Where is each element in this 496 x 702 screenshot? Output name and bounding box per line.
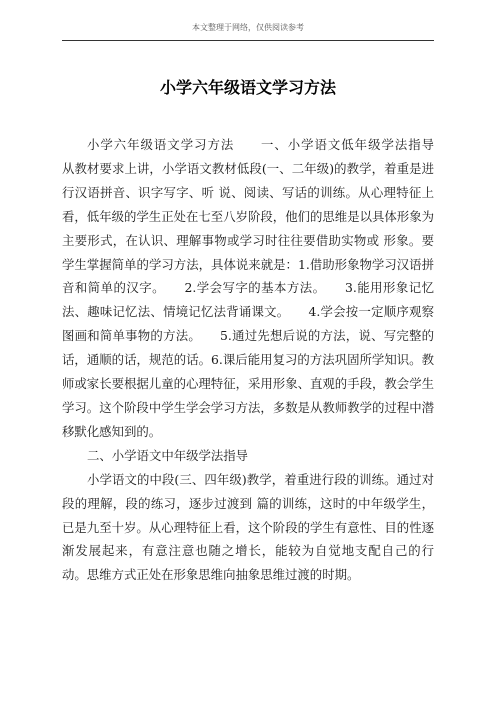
document-title: 小学六年级语文学习方法: [159, 78, 336, 97]
document-body: [62, 133, 459, 587]
paragraph-low-grade: 小学六年级语文学习方法 一、小学语文低年级学法指导 从教材要求上讲，小学语文教材低段(一、二年级)的教学，着重是进行汉语拼音、识字写字、听 说、阅读、写话的训练。从心理特征上看，低年级的学生正处在七至八岁阶段，他们的思维是以具体形象为主要形式，在认识、理解事物或学习时往往要借助实物或 形象。要学生掌握简单的学习方法，具体说来就是：1.借助形象物学习汉语拼音和简单的汉字。 2.学会写字的基本方法。 3.能用形象记忆法、趣味记忆法、情境记忆法背诵课文。 4.学会按一定顺序观察图画和简单事物的方法。 5.通过先想后说的方法，说、写完整的话，通顺的话，规范的话。6.课后能用复习的方法巩固所学知识。教师或家长要根据儿童的心理特征，采用形象、直观的手段，教会学生学习。这个阶段中学生学会学习方法，多数是从教师教学的过程中潜移默化感知到的。: [62, 137, 459, 439]
paragraph-mid-grade: 小学语文的中段(三、四年级)教学，着重进行段的训练。通过对段的理解，段的练习，逐步过渡到 篇的训练，这时的中年级学生，已是九至十岁。从心理特征上看，这个阶段的学生有意性、目的性逐渐发展起来，有意注意也随之增长，能较为自觉地支配自己的行 动。思维方式正处在形象思维向抽象思维过渡的时期。: [62, 471, 434, 583]
header-divider: [62, 40, 434, 41]
section-heading-mid-grade: 二、小学语文中年级学法指导: [87, 447, 249, 463]
page-header-note: 本文整理于网络，仅供阅读参考: [192, 23, 304, 32]
